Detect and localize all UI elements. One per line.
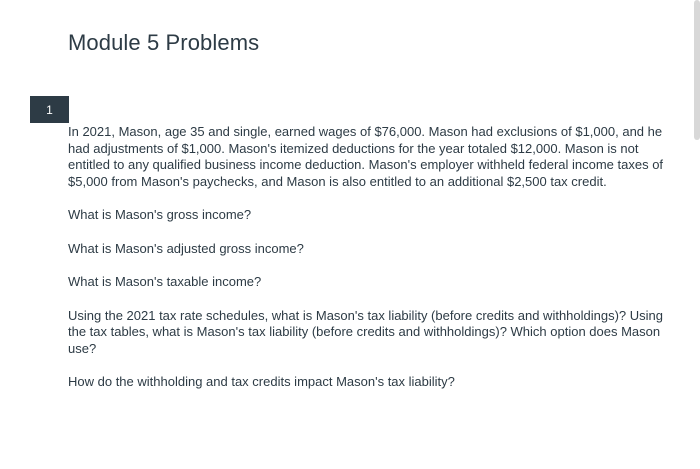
vertical-scrollbar[interactable] <box>694 0 700 140</box>
question-part-gross-income: What is Mason's gross income? <box>68 207 252 222</box>
question-part-agi: What is Mason's adjusted gross income? <box>68 240 304 256</box>
question-intro: In 2021, Mason, age 35 and single, earned wages of $76,000. Mason had exclusions of $1,000, and he had adjustments of $1,000. Mason's itemized deductions for the year totaled $12,000. Mason is not entitled to any qualified business income deduction. Mason's employer withheld federal income taxes of $5,000 from Mason's paychecks, and Mason is also entitled to an additional $2,500 tax credit. <box>68 124 664 189</box>
question-part-withholding-credits: How do the withholding and tax credits impact Mason's tax liability? <box>68 374 455 389</box>
page-title: Module 5 Problems <box>68 30 260 55</box>
question-part-tax-liability: Using the 2021 tax rate schedules, what is Mason's tax liability (before credits and withholdings)? Using the tax tables, what is Mason's tax liability (before credits and withholdings)? Which option does Mason use? <box>68 307 664 356</box>
question-content <box>68 124 668 391</box>
question-part-taxable-income: What is Mason's taxable income? <box>68 274 262 289</box>
question-number-badge: 1 <box>30 96 69 123</box>
